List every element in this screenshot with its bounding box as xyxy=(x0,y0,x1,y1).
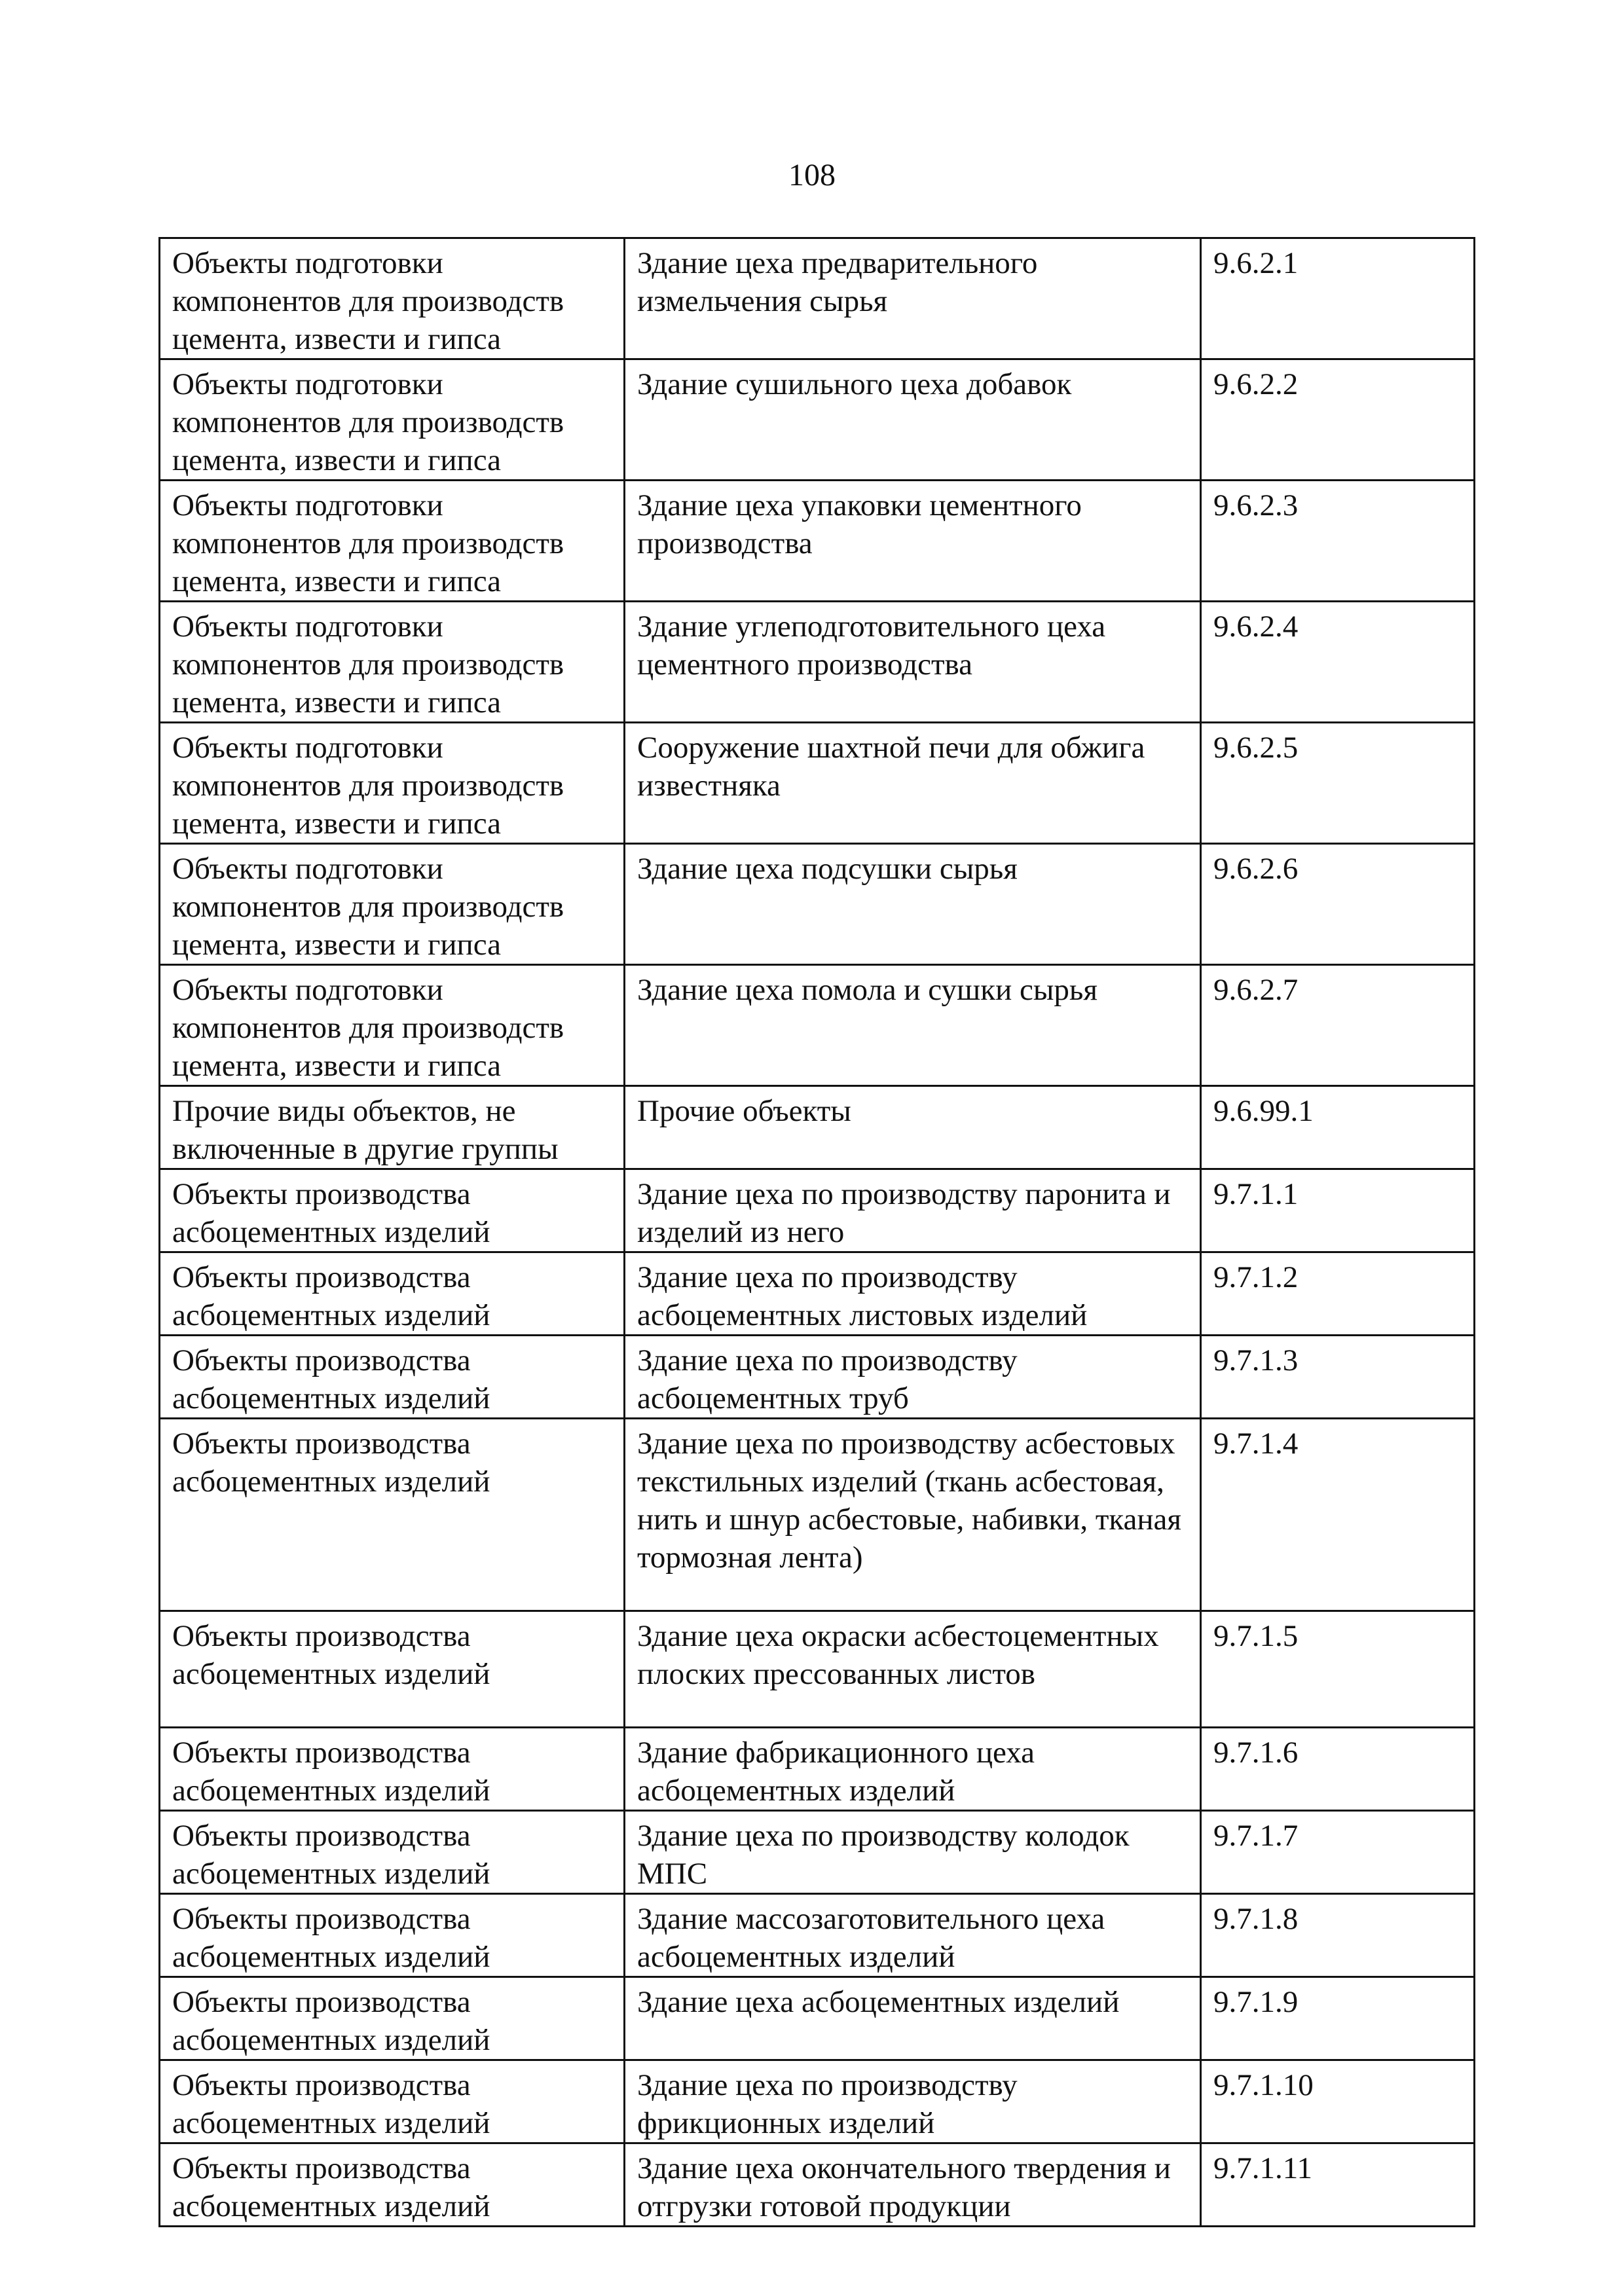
object-group-cell: Объекты производства асбоцементных изделий xyxy=(160,1894,625,1977)
object-code-cell: 9.7.1.7 xyxy=(1201,1811,1475,1894)
object-group-cell: Объекты производства асбоцементных изделий xyxy=(160,1419,625,1611)
table-row xyxy=(160,1086,1475,1169)
object-name-cell: Здание цеха подсушки сырья xyxy=(625,844,1201,965)
table-row xyxy=(160,481,1475,602)
table-row xyxy=(160,2143,1475,2227)
object-group-cell: Объекты производства асбоцементных изделий xyxy=(160,2060,625,2143)
object-group-cell: Объекты подготовки компонентов для производств цемента, извести и гипса xyxy=(160,359,625,481)
object-group-cell: Объекты производства асбоцементных изделий xyxy=(160,1728,625,1811)
object-code-cell: 9.6.2.3 xyxy=(1201,481,1475,602)
table-row xyxy=(160,965,1475,1086)
object-group-cell: Объекты подготовки компонентов для производств цемента, извести и гипса xyxy=(160,481,625,602)
object-code-cell: 9.6.99.1 xyxy=(1201,1086,1475,1169)
classification-table xyxy=(158,237,1475,2227)
object-group-cell: Объекты производства асбоцементных изделий xyxy=(160,1336,625,1419)
table-row xyxy=(160,1894,1475,1977)
object-code-cell: 9.6.2.6 xyxy=(1201,844,1475,965)
object-group-cell: Объекты подготовки компонентов для производств цемента, извести и гипса xyxy=(160,965,625,1086)
object-name-cell: Здание цеха помола и сушки сырья xyxy=(625,965,1201,1086)
object-code-cell: 9.7.1.9 xyxy=(1201,1977,1475,2060)
object-group-cell: Объекты производства асбоцементных изделий xyxy=(160,1611,625,1728)
object-group-cell: Объекты производства асбоцементных изделий xyxy=(160,1169,625,1252)
object-code-cell: 9.6.2.2 xyxy=(1201,359,1475,481)
object-group-cell: Объекты производства асбоцементных изделий xyxy=(160,1811,625,1894)
object-code-cell: 9.6.2.5 xyxy=(1201,723,1475,844)
object-name-cell: Здание цеха упаковки цементного производства xyxy=(625,481,1201,602)
object-name-cell: Здание сушильного цеха добавок xyxy=(625,359,1201,481)
object-name-cell: Здание цеха по производству асбоцементных труб xyxy=(625,1336,1201,1419)
object-name-cell: Здание цеха окончательного твердения и отгрузки готовой продукции xyxy=(625,2143,1201,2227)
table-row xyxy=(160,1811,1475,1894)
object-name-cell: Здание цеха по производству паронита и изделий из него xyxy=(625,1169,1201,1252)
table-row xyxy=(160,1252,1475,1336)
object-name-cell: Здание углеподготовительного цеха цементного производства xyxy=(625,602,1201,723)
table-row xyxy=(160,1169,1475,1252)
object-group-cell: Объекты подготовки компонентов для производств цемента, извести и гипса xyxy=(160,238,625,359)
object-code-cell: 9.6.2.1 xyxy=(1201,238,1475,359)
table-row xyxy=(160,723,1475,844)
object-name-cell: Здание фабрикационного цеха асбоцементных изделий xyxy=(625,1728,1201,1811)
table-row xyxy=(160,1336,1475,1419)
table-body xyxy=(160,238,1475,2227)
table-row xyxy=(160,844,1475,965)
object-name-cell: Здание цеха по производству колодок МПС xyxy=(625,1811,1201,1894)
object-name-cell: Здание цеха предварительного измельчения сырья xyxy=(625,238,1201,359)
object-group-cell: Объекты производства асбоцементных изделий xyxy=(160,1977,625,2060)
object-name-cell: Сооружение шахтной печи для обжига известняка xyxy=(625,723,1201,844)
table-row xyxy=(160,238,1475,359)
object-code-cell: 9.7.1.4 xyxy=(1201,1419,1475,1611)
object-code-cell: 9.6.2.7 xyxy=(1201,965,1475,1086)
object-name-cell: Здание цеха по производству фрикционных изделий xyxy=(625,2060,1201,2143)
object-group-cell: Объекты подготовки компонентов для производств цемента, извести и гипса xyxy=(160,844,625,965)
object-name-cell: Здание массозаготовительного цеха асбоцементных изделий xyxy=(625,1894,1201,1977)
table-row xyxy=(160,1977,1475,2060)
table-row xyxy=(160,1728,1475,1811)
object-code-cell: 9.7.1.5 xyxy=(1201,1611,1475,1728)
object-code-cell: 9.7.1.8 xyxy=(1201,1894,1475,1977)
object-group-cell: Прочие виды объектов, не включенные в другие группы xyxy=(160,1086,625,1169)
object-code-cell: 9.6.2.4 xyxy=(1201,602,1475,723)
object-code-cell: 9.7.1.2 xyxy=(1201,1252,1475,1336)
object-code-cell: 9.7.1.10 xyxy=(1201,2060,1475,2143)
object-name-cell: Здание цеха по производству асбоцементных листовых изделий xyxy=(625,1252,1201,1336)
object-code-cell: 9.7.1.3 xyxy=(1201,1336,1475,1419)
object-code-cell: 9.7.1.6 xyxy=(1201,1728,1475,1811)
object-name-cell: Прочие объекты xyxy=(625,1086,1201,1169)
object-group-cell: Объекты подготовки компонентов для производств цемента, извести и гипса xyxy=(160,723,625,844)
table-row xyxy=(160,1419,1475,1611)
object-group-cell: Объекты производства асбоцементных изделий xyxy=(160,2143,625,2227)
object-group-cell: Объекты производства асбоцементных изделий xyxy=(160,1252,625,1336)
object-code-cell: 9.7.1.1 xyxy=(1201,1169,1475,1252)
table-row xyxy=(160,1611,1475,1728)
object-code-cell: 9.7.1.11 xyxy=(1201,2143,1475,2227)
object-name-cell: Здание цеха окраски асбестоцементных плоских прессованных листов xyxy=(625,1611,1201,1728)
object-name-cell: Здание цеха по производству асбестовых текстильных изделий (ткань асбестовая, нить и шнур асбестовые, набивки, тканая тормозная лента) xyxy=(625,1419,1201,1611)
page-number: 108 xyxy=(788,158,836,192)
table-row xyxy=(160,2060,1475,2143)
table-row xyxy=(160,359,1475,481)
table-row xyxy=(160,602,1475,723)
object-name-cell: Здание цеха асбоцементных изделий xyxy=(625,1977,1201,2060)
object-group-cell: Объекты подготовки компонентов для производств цемента, извести и гипса xyxy=(160,602,625,723)
